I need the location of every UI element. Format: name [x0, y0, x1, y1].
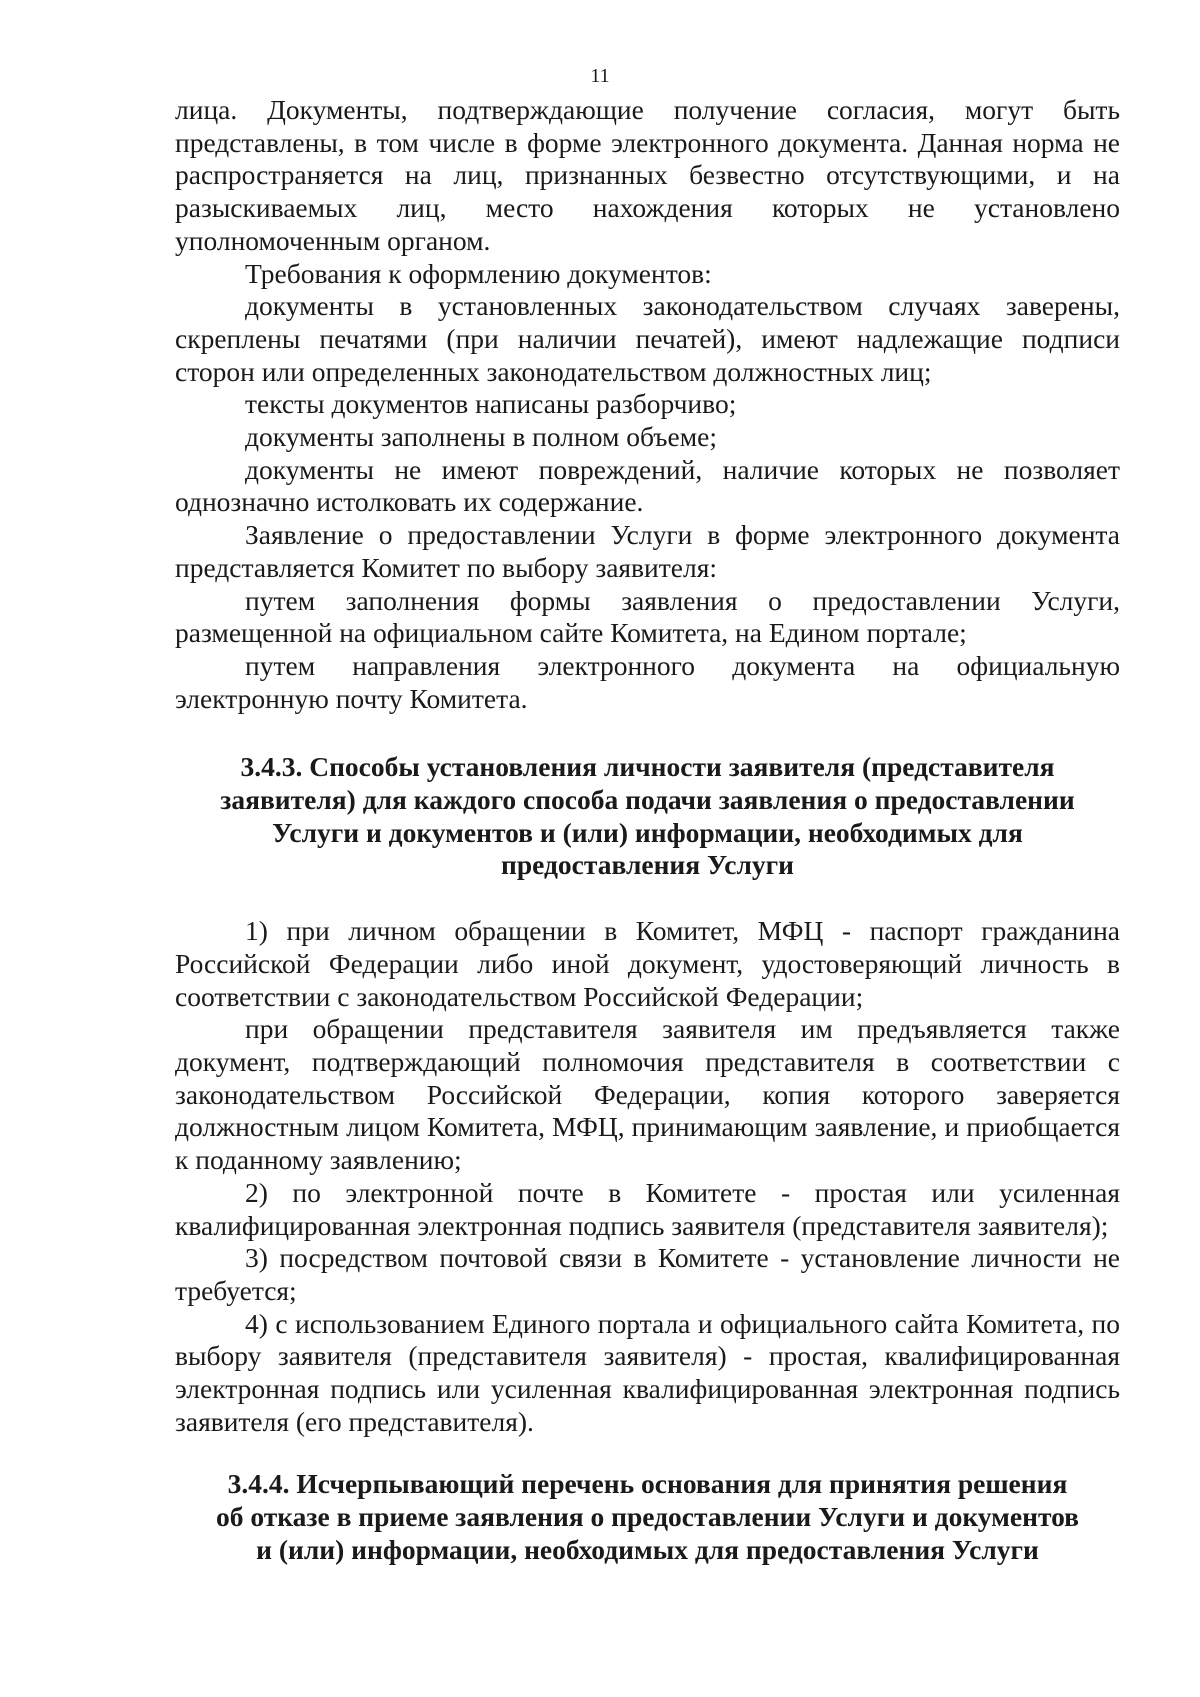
document-body [175, 94, 1120, 1567]
paragraph: документы не имеют повреждений, наличие которых не позволяет однозначно истолковать их содержание. [175, 453, 1120, 518]
paragraph: лица. Документы, подтверждающие получение согласия, могут быть представлены, в том числе в форме электронного документа. Данная норма не распространяется на лиц, признанных безвестно отсутствующими, и на разыскиваемых лиц, место нахождения которых не установлено уполномоченным органом. [175, 94, 1120, 256]
paragraph: Заявление о предоставлении Услуги в форме электронного документа представляется Комитет по выбору заявителя: [175, 519, 1120, 583]
paragraph: путем заполнения формы заявления о предоставлении Услуги, размещенной на официальном сайте Комитета, на Едином портале; [175, 584, 1120, 649]
paragraph: путем направления электронного документа на официальную электронную почту Комитета. [175, 649, 1120, 714]
section-heading-3-4-4 [175, 1468, 1120, 1566]
heading-line: 3.4.4. Исчерпывающий перечень основания для принятия решения [227, 1468, 1068, 1500]
heading-line: Услуги и документов и (или) информации, необходимых для [272, 816, 1023, 848]
paragraph: 4) с использованием Единого портала и официального сайта Комитета, по выбору заявителя (представителя заявителя) - простая, квалифицированная электронная подпись или усиленная квалифицированная электронная подпись заявителя (его представителя). [175, 1307, 1120, 1437]
section-block-1 [175, 94, 1120, 715]
section-heading-3-4-3 [175, 751, 1120, 882]
paragraph: 1) при личном обращении в Комитет, МФЦ - паспорт гражданина Российской Федерации либо иной документ, удостоверяющий личность в соответствии с законодательством Российской Федерации; [175, 915, 1120, 1012]
section-block-2 [175, 915, 1120, 1438]
paragraph: 3) посредством почтовой связи в Комитете - установление личности не требуется; [175, 1242, 1120, 1306]
paragraph: документы заполнены в полном объеме; [245, 421, 717, 453]
heading-line: предоставления Услуги [501, 849, 794, 881]
heading-line: об отказе в приеме заявления о предоставлении Услуги и документов [215, 1501, 1080, 1533]
heading-line: заявителя) для каждого способа подачи заявления о предоставлении [220, 784, 1075, 816]
heading-line: 3.4.3. Способы установления личности заявителя (представителя [240, 751, 1055, 783]
paragraph: тексты документов написаны разборчиво; [245, 388, 737, 420]
paragraph: документы в установленных законодательством случаях заверены, скреплены печатями (при наличии печатей), имеют надлежащие подписи сторон или определенных законодательством должностных лиц; [175, 290, 1120, 387]
paragraph: 2) по электронной почте в Комитете - простая или усиленная квалифицированная электронная подпись заявителя (представителя заявителя); [175, 1176, 1120, 1241]
paragraph: при обращении представителя заявителя им предъявляется также документ, подтверждающий полномочия представителя в соответствии с законодательством Российской Федерации, копия которого заверяется должностным лицом Комитета, МФЦ, принимающим заявление, и приобщается к поданному заявлению; [175, 1013, 1120, 1176]
heading-line: и (или) информации, необходимых для предоставления Услуги [256, 1533, 1039, 1565]
paragraph: Требования к оформлению документов: [245, 257, 712, 289]
page-number: 11 [590, 65, 610, 87]
